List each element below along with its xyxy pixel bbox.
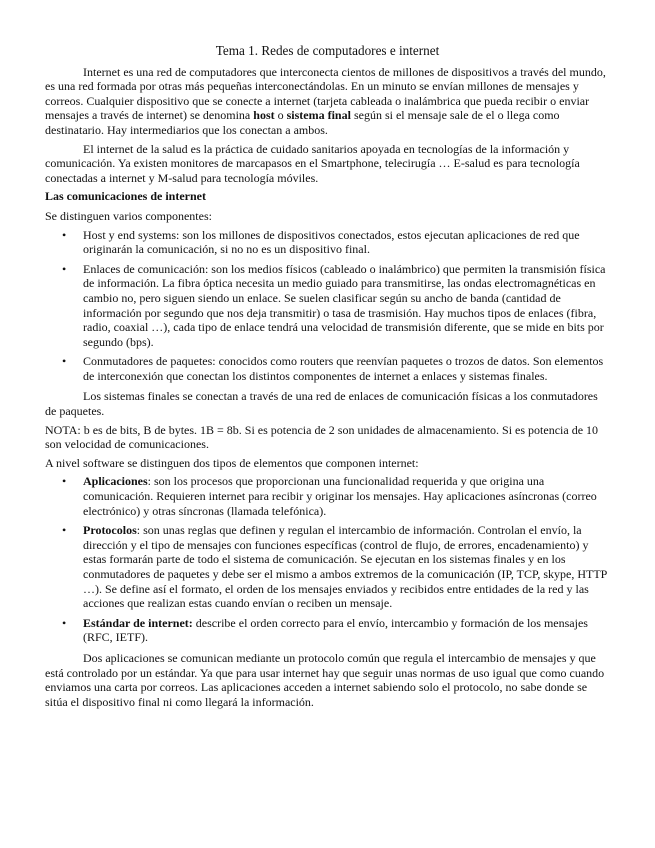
components-intro: Se distinguen varios componentes: [45,208,212,223]
list-item [45,262,610,350]
software-list [45,474,610,645]
note-paragraph: NOTA: b es de bits, B de bytes. 1B = 8b. Si es potencia de 2 son unidades de almacenamiento. Si es potencia de 10 son velocidad de comunicaciones. [45,422,599,452]
term-estandar: Estándar de internet: [83,615,193,630]
list-item [45,354,610,383]
list-item-text: describe el orden correcto para el envío, intercambio y formación de los mensajes (RFC, IETF). [83,615,588,645]
paragraph-internet-salud: El internet de la salud es la práctica de cuidado sanitarios apoyada en tecnologías de la información y comunicación. Ya existen monitores de marcapasos en el Smartphone, telecirugía … E-salud es para tecnología conectadas a internet y M-salud para tecnología móviles. [45,141,580,185]
document-title [45,44,610,59]
title-rest: . Redes de computadores e internet [254,43,440,58]
term-sistema-final: sistema final [286,108,351,123]
list-item [45,616,610,645]
term-protocolos: Protocolos [83,523,137,538]
components-list [45,228,610,384]
bullet: • [62,615,67,630]
bullet: • [62,474,67,489]
paragraph-text: según si el mensaje sale de el o llega como destinatario. Hay intermediarios que los conectan a ambos. [45,108,560,137]
bullet: • [62,227,67,242]
paragraph-internet-definition [45,65,610,138]
list-item [45,228,610,257]
paragraph-text: Internet es una red de computadores que interconecta cientos de millones de dispositivos a través del mundo, es una red formada por otras más pequeñas interconectándolas. En un minuto se envían millones de mensajes y correos. Cualquier dispositivo que se conecte a internet (tarjeta cableada o inalámbrica que pueda recibir o enviar mensajes a través de internet) se denomina [45,64,606,123]
bullet: • [62,354,67,369]
software-intro: A nivel software se distinguen dos tipos de elementos que componen internet: [45,455,419,470]
list-item [45,474,610,518]
paragraph-text: o [274,108,287,123]
bullet: • [62,261,67,276]
paragraph-conclusion: Dos aplicaciones se comunican mediante un protocolo común que regula el intercambio de mensajes y que está controlado por un estándar. Ya que para usar internet hay que seguir unas normas de uso igual que como cuando enviamos una carta por correos. Las aplicaciones acceden a internet sabiendo solo el protocolo, no sabe donde se sitúa el dispositivo final ni como llegará la información. [45,650,605,709]
title-main: Tema 1 [215,43,255,58]
list-item [45,523,610,611]
list-item-text: Conmutadores de paquetes: conocidos como routers que reenvían paquetes o trozos de datos. Son elementos de interconexión que conectan los distintos componentes de internet a enlaces y sistemas finales. [83,354,604,383]
term-host: host [253,108,275,123]
list-item-text: Enlaces de comunicación: son los medios físicos (cableado o inalámbrico) que permiten la transmisión física de información. La fibra óptica necesita un medio guiado para transmitirse, las ondas electromagnéticas en cambio no, pero siguen siendo un enlace. Se suelen clasificar según su ancho de banda (cantidad de información por segundo que nos deja transmitir) o tasa de trasmisión. Hay muchos tipos de enlaces (fibra, radio, coaxial …), cada tipo de enlace tendrá una velocidad de transmisión diferente, que se mide en bits por segundo (bps). [83,261,606,349]
document-page [45,44,610,713]
paragraph-sistemas-finales: Los sistemas finales se conectan a través de una red de enlaces de comunicación físicas a los conmutadores de paquetes. [45,389,598,419]
term-aplicaciones: Aplicaciones [83,474,148,489]
section-heading: Las comunicaciones de internet [45,189,206,204]
list-item-text: : son los procesos que proporcionan una funcionalidad requerida y que origina una comunicación. Requieren internet para recibir y originar los mensajes. Hay aplicaciones asíncronas (correo electrónico) y otras síncronas (llamada telefónica). [83,474,597,518]
list-item-text: : son unas reglas que definen y regulan el intercambio de información. Controlan el envío, la dirección y el tipo de mensajes con funciones específicas (control de flujo, de errores, encadenamiento) y estas formarán parte de todo el sistema de comunicación. Se ejecutan en los sistemas finales y en los conmutadores de paquetes y debe ser el mismo a ambos extremos de la comunicación (IP, TCP, skype, HTTP …). Se define así el formato, el orden de los mensajes enviados y recibidos entre entidades de la red y las acciones que realizan estas cuando envían o reciben un mensaje. [83,523,607,611]
bullet: • [62,523,67,538]
list-item-text: Host y end systems: son los millones de dispositivos conectados, estos ejecutan aplicaciones de red que originarán la comunicación, si no no es un dispositivo final. [83,227,580,257]
